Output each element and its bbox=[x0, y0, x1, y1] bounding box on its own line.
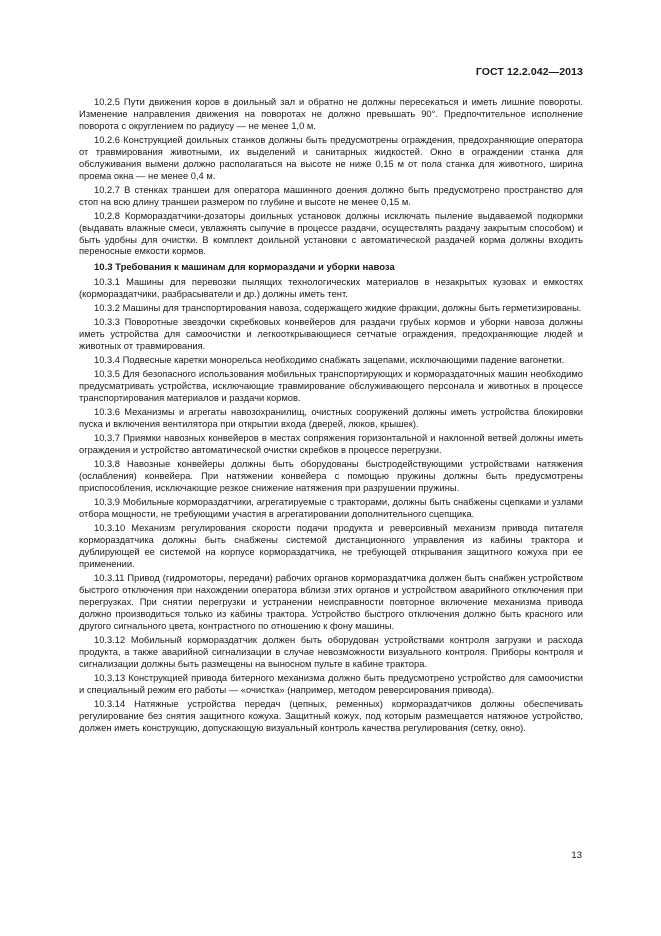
paragraph-10-3-12: 10.3.12 Мобильный кормораздатчик должен быть оборудован устройствами контроля загрузки и расхода продукта, а также аварийной сигнализации в случае невозможности визуального контроля. Приборы контроля и сигнализации должны быть размещены на выносном пульте в кабине трактора. bbox=[79, 634, 583, 669]
paragraph-10-2-7: 10.2.7 В стенках траншеи для оператора машинного доения должно быть предусмотрено пространство для стоп на всю длину траншеи размером по глубине и высоте не менее 0,15 м. bbox=[79, 184, 583, 207]
paragraph-10-3-14: 10.3.14 Натяжные устройства передач (цепных, ременных) кормораздатчиков должны обеспечивать регулирование без снятия защитного кожуха. Защитный кожух, под которым размещается натяжное устройство, должен иметь конструкцию, допускающую визуальный контроль качества регулирования (сетку, окно). bbox=[79, 698, 583, 733]
paragraph-10-3-2: 10.3.2 Машины для транспортирования навоза, содержащего жидкие фракции, должны быть герметизированы. bbox=[94, 303, 582, 314]
paragraph-10-3-11: 10.3.11 Привод (гидромоторы, передачи) рабочих органов кормораздатчика должен быть снабжен устройством быстрого отключения при нахождении оператора вблизи этих органов и устройством аварийного отключения при перегрузках. При снятии перегрузки и устранении неисправности повторное включение механизма привода должно производиться только из кабины трактора. Устройство быстрого отключения должно быть красного или другого сигнального цвета, контрастного по отношению к фону машины. bbox=[79, 573, 583, 631]
paragraph-10-3-8: 10.3.8 Навозные конвейеры должны быть оборудованы быстродействующими устройствами натяжения (ослабления) конвейера. При натяжении конвейера с помощью пружины должны быть предусмотрены приспособления, исключающие резкое снижение натяжения при разрушении пружины. bbox=[79, 459, 583, 494]
section-heading-10-3: 10.3 Требования к машинам для кормораздачи и уборки навоза bbox=[94, 262, 395, 274]
paragraph-10-3-13: 10.3.13 Конструкцией привода битерного механизма должно быть предусмотрено устройство для самоочистки и специальный режим его работы — «очистка» (например, методом реверсирования привода). bbox=[79, 672, 583, 695]
paragraph-10-3-9: 10.3.9 Мобильные кормораздатчики, агрегатируемые с тракторами, должны быть снабжены сцепками и узлами отбора мощности, не требующими участия в агрегатировании дополнительного сцепщика. bbox=[79, 497, 583, 520]
paragraph-10-3-7: 10.3.7 Приямки навозных конвейеров в местах сопряжения горизонтальной и наклонной ветвей должны иметь ограждения и устройство автоматической очистки скребков в процессе перегрузки. bbox=[79, 433, 583, 456]
paragraph-10-3-1: 10.3.1 Машины для перевозки пылящих технологических материалов в незакрытых кузовах и емкостях (кормораздатчики, разбрасыватели и др.) должны иметь тент. bbox=[79, 277, 583, 300]
document-body bbox=[79, 97, 583, 734]
standard-header: ГОСТ 12.2.042—2013 bbox=[475, 66, 583, 78]
paragraph-10-3-10: 10.3.10 Механизм регулирования скорости подачи продукта и реверсивный механизм привода питателя кормораздатчика должны быть снабжены системой дистанционного управления из кабины трактора и дублирующей ее системой на корпусе кормораздатчика, не требующей открывания защитного кожуха при ее применении. bbox=[79, 523, 583, 569]
paragraph-10-3-4: 10.3.4 Подвесные каретки монорельса необходимо снабжать зацепами, исключающими падение вагонетки. bbox=[94, 355, 565, 366]
paragraph-10-3-6: 10.3.6 Механизмы и агрегаты навозохранилищ, очистных сооружений должны иметь устройства блокировки пуска и включения вентилятора при открытии входа (дверей, люков, крышек). bbox=[79, 407, 583, 430]
paragraph-10-3-5: 10.3.5 Для безопасного использования мобильных транспортирующих и кормораздаточных машин необходимо предусматривать устройства, исключающие травмирование обслуживающего персонала и животных в процессе транспортирования материалов и раздачи кормов. bbox=[79, 369, 583, 404]
paragraph-10-2-6: 10.2.6 Конструкцией доильных станков должны быть предусмотрены ограждения, предохраняющие оператора от травмирования животными, их выделений и санитарных жидкостей. Окно в ограждении станка для обслуживания вымени должно располагаться на высоте не ниже 0,15 м от пола станка для животного, ширина проема окна — не менее 0,4 м. bbox=[79, 134, 583, 181]
paragraph-10-2-5: 10.2.5 Пути движения коров в доильный зал и обратно не должны пересекаться и иметь лишние повороты. Изменение направления движения на поворотах не должно превышать 90°. Предпочтительное исполнение поворота с округлением по радиусу — не менее 1,0 м. bbox=[79, 97, 583, 131]
page-number: 13 bbox=[571, 850, 582, 861]
paragraph-10-3-3: 10.3.3 Поворотные звездочки скребковых конвейеров для раздачи грубых кормов и уборки навоза должны иметь устройства для самоочистки и легкооткрывающиеся сетчатые ограждения, предохраняющие людей и животных от травмирования. bbox=[79, 317, 583, 352]
paragraph-10-2-8: 10.2.8 Кормораздатчики-дозаторы доильных установок должны исключать пыление выдаваемой подкормки (выдавать влажные смеси, увлажнять сыпучие в процессе раздачи, осуществлять раздачу закрытым способом) и быть удобны для очистки. В комплект доильной установки с автоматической раздачей корма должны входить переносные емкости кормов. bbox=[79, 210, 583, 257]
